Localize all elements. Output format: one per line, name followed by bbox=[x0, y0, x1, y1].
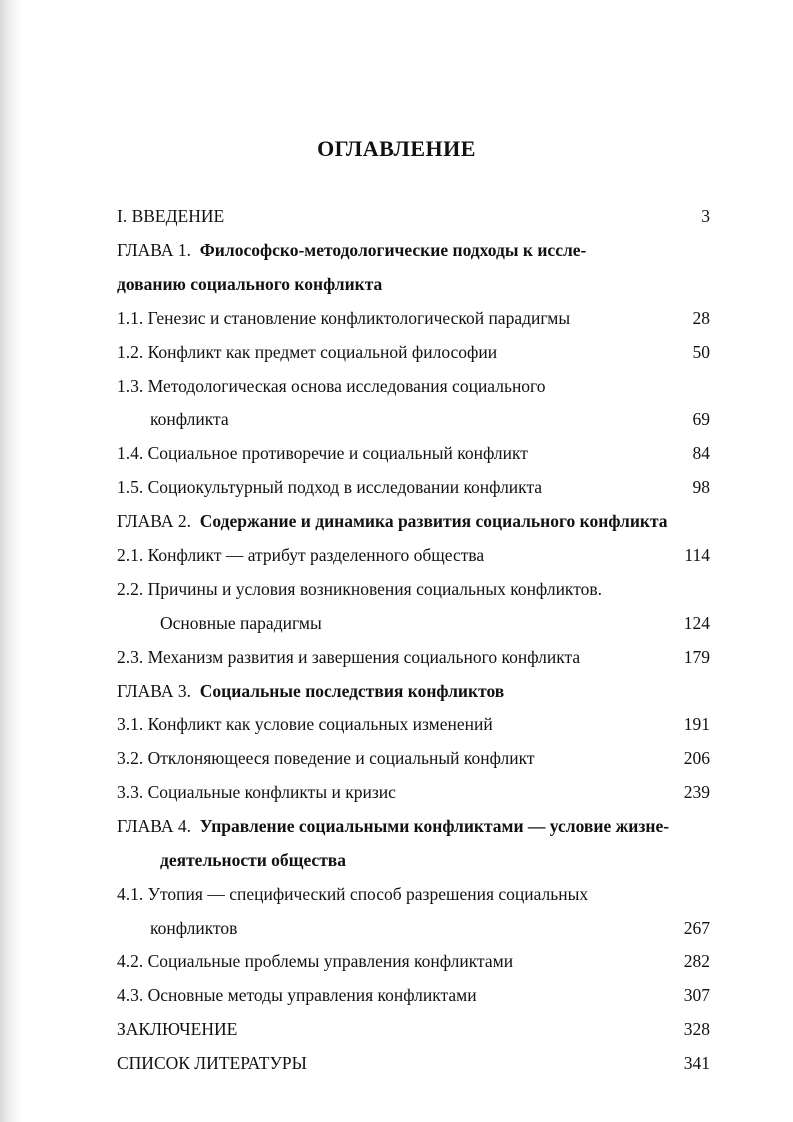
toc-entry-2-2 bbox=[117, 579, 710, 603]
chapter-prefix: ГЛАВА 4. bbox=[117, 816, 196, 836]
toc-entry-label: 1.5. Социокультурный подход в исследовании конфликта bbox=[117, 477, 543, 497]
toc-entry-1-1 bbox=[117, 308, 710, 332]
toc-chapter-3-heading bbox=[117, 681, 710, 705]
toc-entry-1-5 bbox=[117, 477, 710, 501]
toc-chapter-1-heading bbox=[117, 240, 710, 264]
toc-entry-label: 3.3. Социальные конфликты и кризис bbox=[117, 782, 396, 802]
toc-entry-2-3 bbox=[117, 647, 710, 671]
toc-entry-label: 2.3. Механизм развития и завершения социального конфликта bbox=[117, 647, 581, 667]
toc-entry-1-3 bbox=[117, 376, 710, 400]
toc-chapter-4-heading-cont bbox=[160, 850, 710, 874]
toc-page-number: 341 bbox=[683, 1053, 710, 1073]
toc-page-number: 307 bbox=[683, 985, 710, 1005]
chapter-title: Управление социальными конфликтами — условие жизне- bbox=[199, 816, 670, 836]
toc-entry-label: 4.2. Социальные проблемы управления конфликтами bbox=[117, 951, 514, 971]
toc-entry-1-2 bbox=[117, 342, 710, 366]
toc-entry-label: 4.1. Утопия — специфический способ разрешения социальных bbox=[117, 884, 589, 904]
toc-entry-label: 2.1. Конфликт — атрибут разделенного общества bbox=[117, 545, 485, 565]
toc-entry-intro bbox=[117, 206, 710, 230]
toc-page-number: 179 bbox=[683, 647, 710, 667]
chapter-title-continued: дованию социального конфликта bbox=[117, 274, 383, 294]
toc-entry-4-1-cont bbox=[150, 918, 710, 942]
toc-entry-label: 1.3. Методологическая основа исследования социального bbox=[117, 376, 546, 396]
chapter-prefix: ГЛАВА 3. bbox=[117, 681, 196, 701]
toc-entry-bibliography bbox=[117, 1053, 710, 1077]
toc-entry-label: 3.1. Конфликт как условие социальных изменений bbox=[117, 714, 493, 734]
toc-entry-label-continued: конфликтов bbox=[150, 918, 238, 938]
toc-page-number: 124 bbox=[683, 613, 710, 633]
toc-entry-label: 4.3. Основные методы управления конфликтами bbox=[117, 985, 477, 1005]
toc-entry-4-1 bbox=[117, 884, 710, 908]
toc-page-number: 98 bbox=[692, 477, 710, 497]
toc-entry-label: I. ВВЕДЕНИЕ bbox=[117, 206, 225, 226]
toc-entry-label: 3.2. Отклоняющееся поведение и социальный конфликт bbox=[117, 748, 535, 768]
toc-entry-3-2 bbox=[117, 748, 710, 772]
toc-page-number: 69 bbox=[692, 409, 710, 429]
toc-entry-4-2 bbox=[117, 951, 710, 975]
chapter-prefix: ГЛАВА 2. bbox=[117, 511, 196, 531]
toc-entry-label: 1.4. Социальное противоречие и социальный конфликт bbox=[117, 443, 528, 463]
chapter-title-continued: деятельности общества bbox=[160, 850, 346, 870]
chapter-prefix: ГЛАВА 1. bbox=[117, 240, 196, 260]
toc-chapter-1-heading-cont bbox=[117, 274, 710, 298]
toc-entry-label: 2.2. Причины и условия возникновения социальных конфликтов. bbox=[117, 579, 603, 599]
toc-entry-conclusion bbox=[117, 1019, 710, 1043]
toc-entry-label-continued: конфликта bbox=[150, 409, 229, 429]
toc-chapter-2-heading bbox=[117, 511, 710, 535]
toc-entry-1-4 bbox=[117, 443, 710, 467]
chapter-title: Содержание и динамика развития социального конфликта bbox=[199, 511, 668, 531]
toc-page-number: 239 bbox=[683, 782, 710, 802]
toc-entry-4-3 bbox=[117, 985, 710, 1009]
chapter-title: Философско-методологические подходы к иссле- bbox=[199, 240, 587, 260]
toc-entry-3-3 bbox=[117, 782, 710, 806]
toc-chapter-4-heading bbox=[117, 816, 710, 840]
page-title: ОГЛАВЛЕНИЕ bbox=[317, 136, 476, 161]
toc-entry-label: 1.2. Конфликт как предмет социальной философии bbox=[117, 342, 498, 362]
toc-page-number: 191 bbox=[683, 714, 710, 734]
toc-entry-2-2-cont bbox=[160, 613, 710, 637]
toc-entry-label: СПИСОК ЛИТЕРАТУРЫ bbox=[117, 1053, 307, 1073]
toc-page-number: 50 bbox=[692, 342, 710, 362]
toc-page-number: 328 bbox=[683, 1019, 710, 1039]
toc-entry-3-1 bbox=[117, 714, 710, 738]
toc-entry-1-3-cont bbox=[150, 409, 710, 433]
toc-page-number: 267 bbox=[683, 918, 710, 938]
toc-page-number: 28 bbox=[692, 308, 710, 328]
toc-page-number: 282 bbox=[683, 951, 710, 971]
toc-entry-2-1 bbox=[117, 545, 710, 569]
chapter-title: Социальные последствия конфликтов bbox=[199, 681, 505, 701]
toc-entry-label: ЗАКЛЮЧЕНИЕ bbox=[117, 1019, 238, 1039]
toc-entry-label: 1.1. Генезис и становление конфликтологической парадигмы bbox=[117, 308, 571, 328]
toc-page-number: 206 bbox=[683, 748, 710, 768]
toc-page-number: 84 bbox=[692, 443, 710, 463]
toc-entry-label-continued: Основные парадигмы bbox=[160, 613, 322, 633]
toc-page-number: 114 bbox=[684, 545, 710, 565]
toc-page-number: 3 bbox=[701, 206, 710, 226]
